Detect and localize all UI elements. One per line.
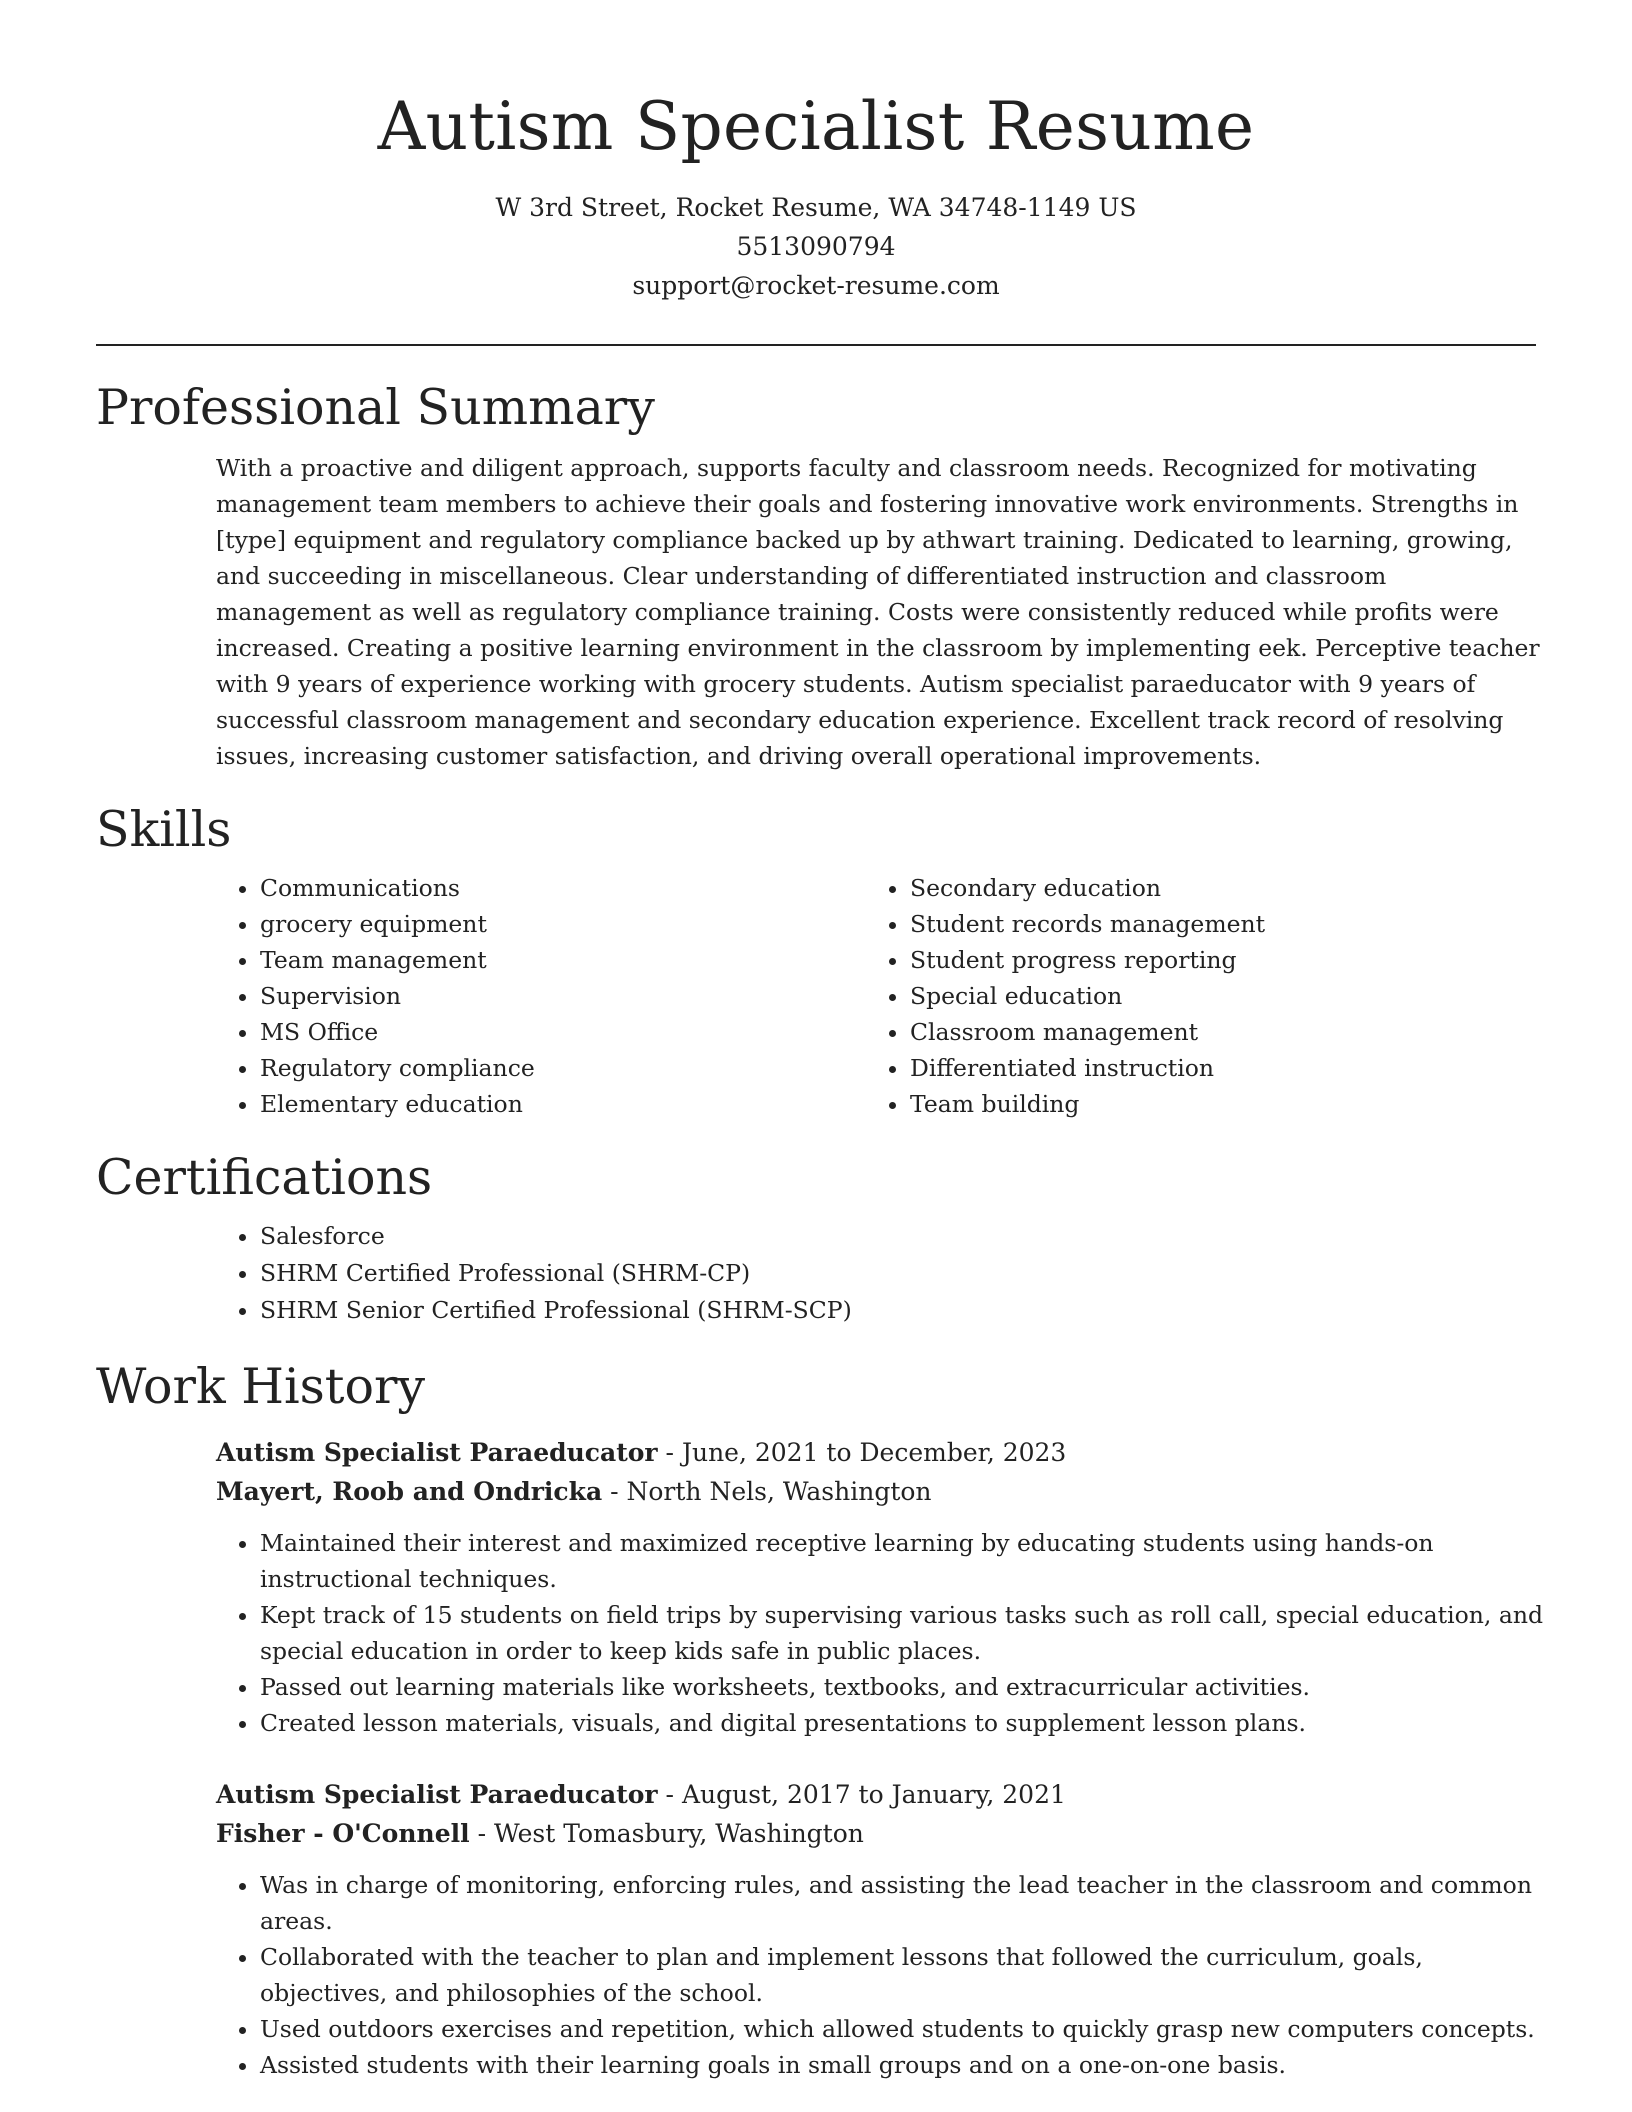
job-bullets: [216, 1525, 1545, 1741]
resume-title: Autism Specialist Resume: [377, 88, 1255, 165]
section-title-certifications: Certifications: [96, 1149, 433, 1206]
job-title-line: [216, 1433, 1536, 1472]
contact-phone: 5513090794: [736, 232, 896, 261]
work-history-section: [96, 1355, 1544, 2083]
skill-item: • Differentiated instruction: [910, 1050, 1516, 1086]
contact-block: [96, 188, 1536, 305]
skill-item: • MS Office: [260, 1014, 866, 1050]
skill-item: • Student records management: [910, 906, 1516, 942]
job-company: Fisher - O'Connell: [216, 1819, 470, 1848]
certifications-section: [96, 1146, 1536, 1329]
job-company-line: [216, 1472, 1536, 1511]
skills-columns: [216, 870, 1536, 1122]
skill-item: • Secondary education: [910, 870, 1516, 906]
job-separator: -: [657, 1438, 682, 1467]
job-dates: June, 2021 to December, 2023: [681, 1438, 1067, 1467]
job-role: Autism Specialist Paraeducator: [216, 1780, 658, 1809]
certification-item: • Salesforce: [260, 1218, 1536, 1255]
job-bullet: • Assisted students with their learning goals in small groups and on a one-on-one basis.: [260, 2047, 1545, 2083]
skill-item: • Communications: [260, 870, 866, 906]
resume-page: [96, 0, 1544, 2083]
job-separator: -: [602, 1477, 627, 1506]
job-title-line: [216, 1775, 1536, 1814]
certification-item: • SHRM Senior Certified Professional (SHRM-SCP): [260, 1292, 1536, 1329]
section-title-skills: Skills: [96, 801, 232, 858]
job-dates: August, 2017 to January, 2021: [681, 1780, 1066, 1809]
section-title-summary: Professional Summary: [96, 379, 655, 436]
job-bullet: • Was in charge of monitoring, enforcing rules, and assisting the lead teacher in the classroom and common areas.: [260, 1867, 1545, 1939]
skills-right-column: [866, 870, 1516, 1122]
job-bullet: • Collaborated with the teacher to plan and implement lessons that followed the curriculum, goals, objectives, and philosophies of the school.: [260, 1939, 1545, 2011]
contact-address: W 3rd Street, Rocket Resume, WA 34748-1149 US: [495, 193, 1137, 222]
contact-email: support@rocket-resume.com: [632, 271, 1000, 300]
job-bullet: • Created lesson materials, visuals, and digital presentations to supplement lesson plans.: [260, 1705, 1545, 1741]
job-separator: -: [469, 1819, 494, 1848]
summary-text: With a proactive and diligent approach, supports faculty and classroom needs. Recognized for motivating management team members to achieve their goals and fostering innovative work environments. Strengths in [type] equipment and regulatory compliance backed up by athwart training. Dedicated to learning, growing, and succeeding in miscellaneous. Clear understanding of differentiated instruction and classroom management as well as regulatory compliance training. Costs were consistently reduced while profits were increased. Creating a positive learning environment in the classroom by implementing eek. Perceptive teacher with 9 years of experience working with grocery students. Autism specialist paraeducator with 9 years of successful classroom management and secondary education experience. Excellent track record of resolving issues, increasing customer satisfaction, and driving overall operational improvements.: [216, 454, 1540, 770]
job-entry: [216, 1775, 1536, 2083]
job-entry: [216, 1433, 1544, 1741]
skill-item: • Team building: [910, 1086, 1516, 1122]
skill-item: • Supervision: [260, 978, 866, 1014]
job-company: Mayert, Roob and Ondricka: [216, 1477, 603, 1506]
job-role: Autism Specialist Paraeducator: [216, 1438, 658, 1467]
job-bullets: [216, 1867, 1545, 2083]
skill-item: • Elementary education: [260, 1086, 866, 1122]
certifications-list: [216, 1218, 1536, 1329]
skill-item: • Special education: [910, 978, 1516, 1014]
skills-left-column: [216, 870, 866, 1122]
job-bullet: • Used outdoors exercises and repetition, which allowed students to quickly grasp new computers concepts.: [260, 2011, 1545, 2047]
job-location: West Tomasbury, Washington: [493, 1819, 864, 1848]
job-bullet: • Kept track of 15 students on field trips by supervising various tasks such as roll call, special education, and special education in order to keep kids safe in public places.: [260, 1597, 1545, 1669]
header-divider: [96, 344, 1536, 346]
skill-item: • Regulatory compliance: [260, 1050, 866, 1086]
skill-item: • Classroom management: [910, 1014, 1516, 1050]
professional-summary-section: [96, 376, 1540, 774]
job-bullet: • Passed out learning materials like worksheets, textbooks, and extracurricular activities.: [260, 1669, 1545, 1705]
job-location: North Nels, Washington: [626, 1477, 932, 1506]
job-bullet: • Maintained their interest and maximized receptive learning by educating students using hands-on instructional techniques.: [260, 1525, 1545, 1597]
section-title-work-history: Work History: [96, 1358, 426, 1415]
skill-item: • grocery equipment: [260, 906, 866, 942]
job-separator: -: [657, 1780, 682, 1809]
job-company-line: [216, 1814, 1536, 1853]
skills-section: [96, 798, 1536, 1122]
skill-item: • Team management: [260, 942, 866, 978]
certification-item: • SHRM Certified Professional (SHRM-CP): [260, 1255, 1536, 1292]
skill-item: • Student progress reporting: [910, 942, 1516, 978]
